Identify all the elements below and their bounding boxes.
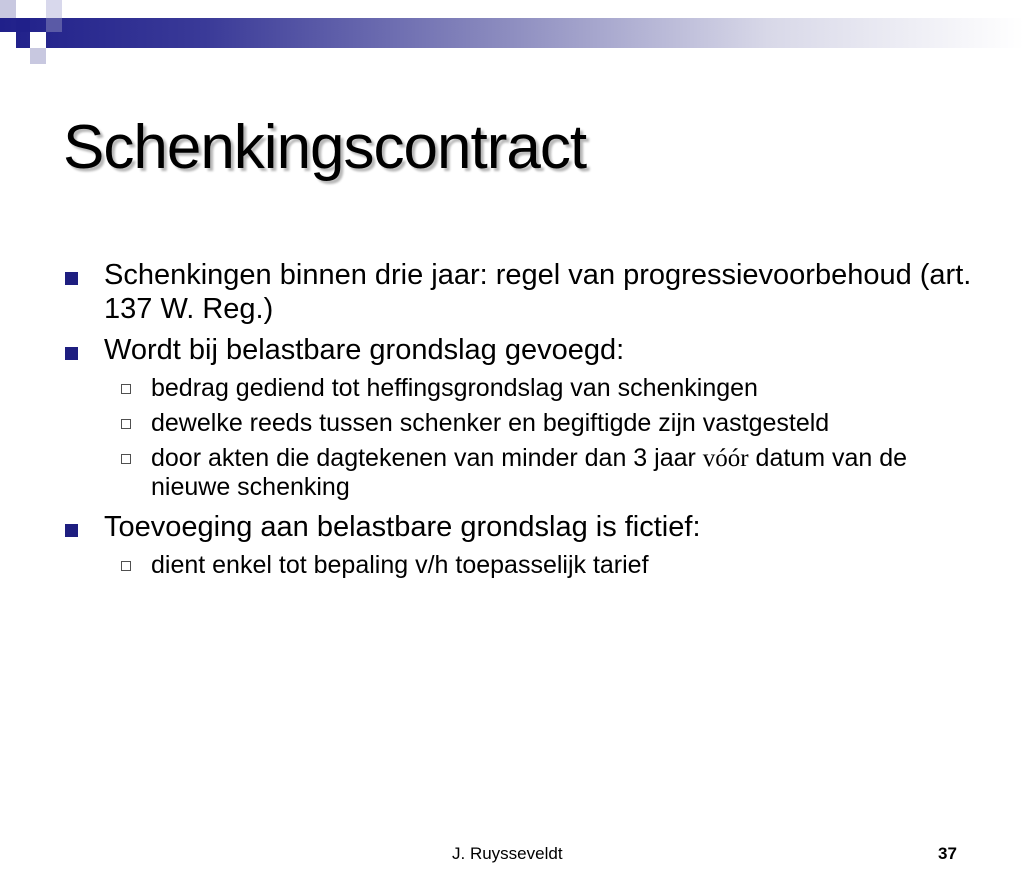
sub-bullet-list: [60, 551, 980, 580]
square-bullet-icon: [65, 347, 78, 360]
bullet-text: Schenkingen binnen drie jaar: regel van progressievoorbehoud (art. 137 W. Reg.): [104, 259, 972, 325]
sub-bullet-item: [60, 409, 980, 438]
sub-bullet-item: [60, 374, 980, 403]
sub-bullet-list: [60, 374, 980, 502]
square-bullet-icon: [65, 272, 78, 285]
sub-bullet-text: bedrag gediend tot heffingsgrondslag van schenkingen: [151, 374, 758, 402]
sub-bullet-text: dient enkel tot bepaling v/h toepasselijk tarief: [151, 551, 649, 579]
decor-square: [30, 48, 46, 64]
header-gradient-band: [0, 18, 1024, 48]
sub-bullet-text-emphasis: vóór: [702, 445, 749, 472]
decor-square: [0, 32, 16, 48]
sub-bullet-item: [60, 444, 980, 502]
hollow-square-bullet-icon: [121, 454, 131, 464]
sub-bullet-text-before: door akten die dagtekenen van minder dan 3 jaar: [151, 444, 703, 472]
bullet-text: Toevoeging aan belastbare grondslag is fictief:: [104, 511, 701, 543]
bullet-item: [60, 333, 980, 367]
page-number: 37: [938, 844, 957, 863]
hollow-square-bullet-icon: [121, 384, 131, 394]
decor-square: [46, 18, 62, 32]
sub-bullet-text: [151, 444, 907, 501]
sub-bullet-text-after: datum van de nieuwe schenking: [151, 444, 908, 501]
hollow-square-bullet-icon: [121, 419, 131, 429]
decor-square: [46, 0, 62, 18]
decor-square: [16, 18, 30, 32]
bullet-item: [60, 510, 980, 544]
sub-bullet-text: dewelke reeds tussen schenker en begiftigde zijn vastgesteld: [151, 409, 830, 437]
sub-bullet-item: [60, 551, 980, 580]
bullet-item: [60, 258, 980, 326]
decor-square: [0, 0, 16, 18]
bullet-list: [60, 258, 980, 588]
slide-title: Schenkingscontract: [63, 113, 587, 182]
bullet-text: Wordt bij belastbare grondslag gevoegd:: [104, 334, 625, 366]
footer-author: J. Ruysseveldt: [452, 844, 563, 863]
decor-square: [30, 0, 46, 18]
decor-square: [30, 32, 46, 48]
hollow-square-bullet-icon: [121, 561, 131, 571]
square-bullet-icon: [65, 524, 78, 537]
